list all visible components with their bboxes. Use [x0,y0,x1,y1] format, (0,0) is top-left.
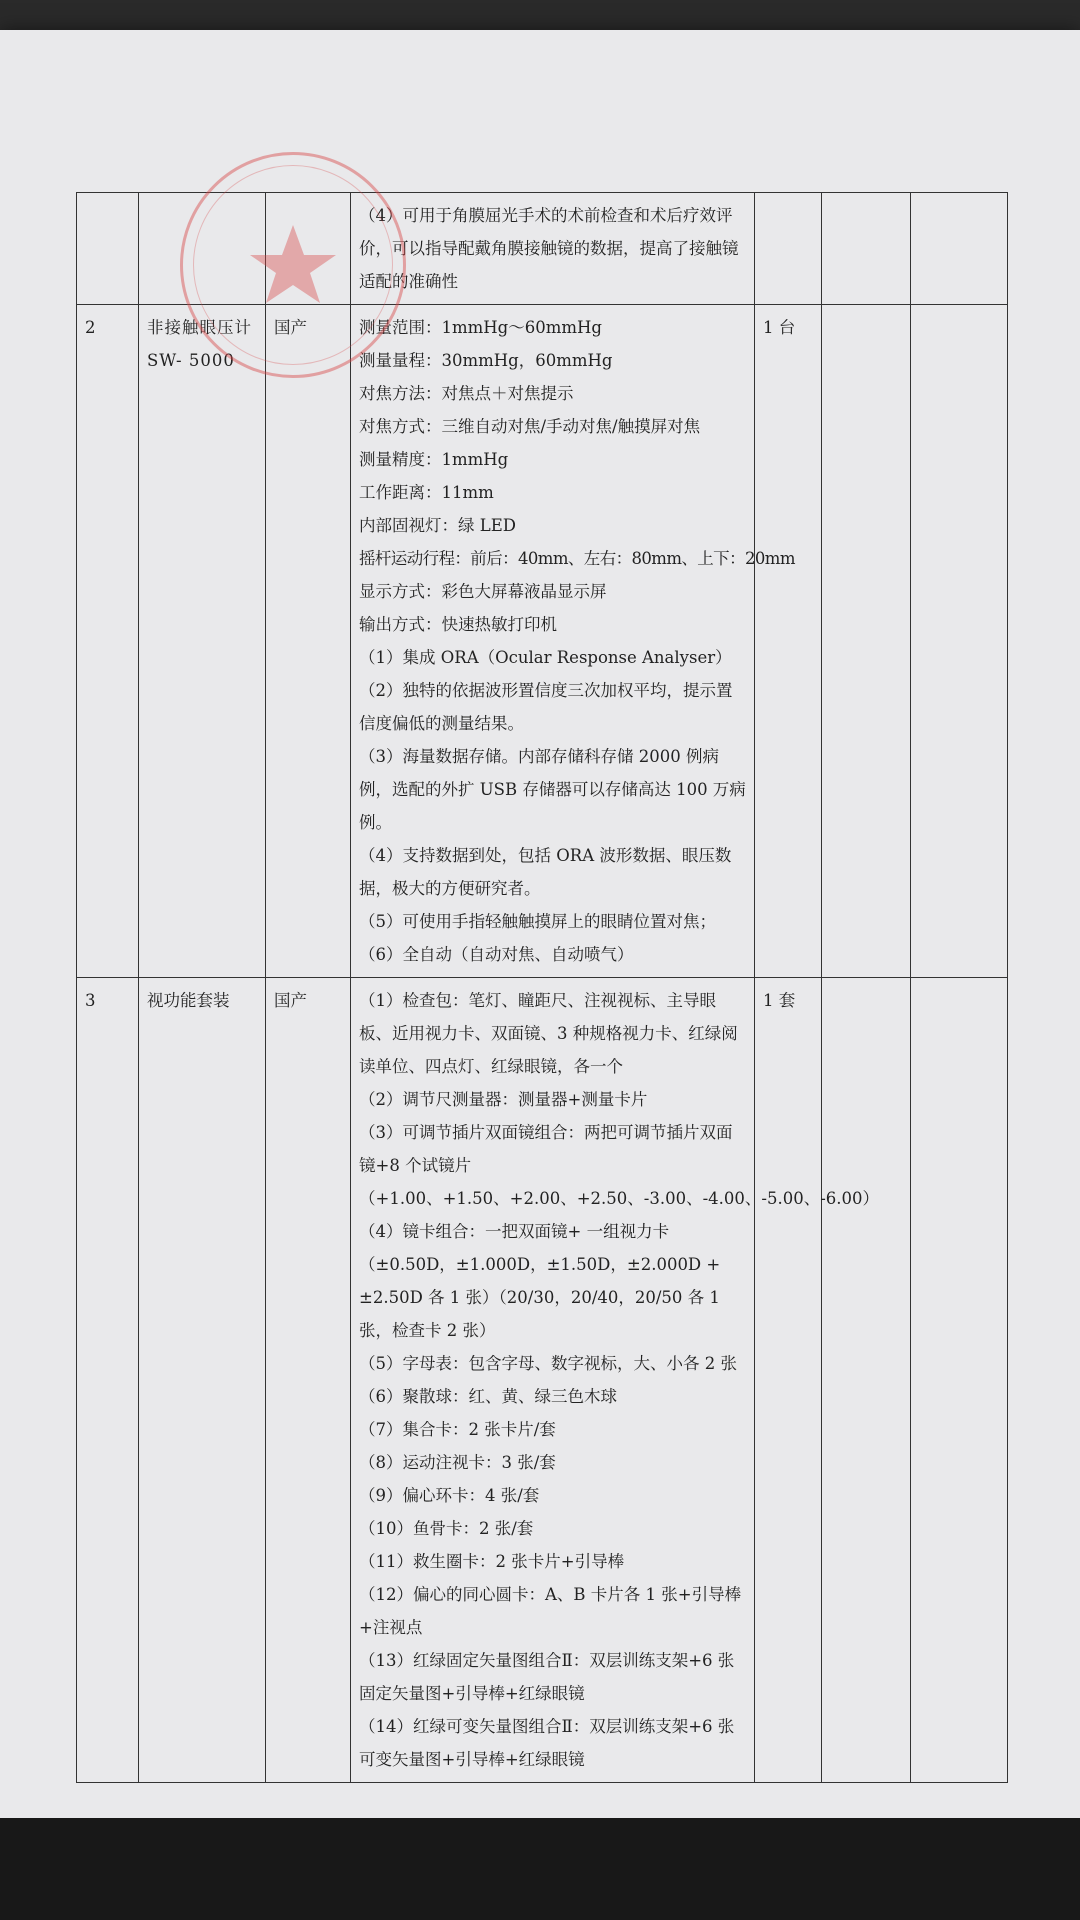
spec-line: 测量精度：1mmHg [359,450,509,469]
spec-line: （13）红绿固定矢量图组合Ⅱ：双层训练支架+6 张固定矢量图+引导棒+红绿眼镜 [359,1651,735,1703]
origin-cell [266,193,351,305]
table-row [77,978,1008,1783]
row-number-cell: 2 [77,305,139,978]
quantity-cell [755,193,822,305]
spec-line: （2）独特的依据波形置信度三次加权平均，提示置信度偏低的测量结果。 [359,681,733,733]
row-number-cell [77,193,139,305]
spec-line: （5）字母表：包含字母、数字视标，大、小各 2 张 [359,1354,737,1373]
origin-cell: 国产 [266,978,351,1783]
empty-cell [822,305,911,978]
spec-line: （3）海量数据存储。内部存储科存储 2000 例病例，选配的外扩 USB 存储器可以存储高达 100 万病例。 [359,747,746,832]
quantity-cell: 1 台 [755,305,822,978]
spec-line: （4）镜卡组合：一把双面镜+ 一组视力卡（±0.50D，±1.000D，±1.50D，±2.000D +±2.50D 各 1 张）（20/30，20/40，20/50 各 1 张，检查卡 2 张） [359,1222,721,1340]
spec-line: （10）鱼骨卡：2 张/套 [359,1519,534,1538]
spec-line: 对焦方式：三维自动对焦/手动对焦/触摸屏对焦 [359,417,701,436]
background-bottom [0,1818,1080,1920]
empty-cell [822,978,911,1783]
equipment-spec-table [76,192,1008,1783]
empty-cell [911,978,1008,1783]
spec-line: （4）可用于角膜屈光手术的术前检查和术后疗效评价，可以指导配戴角膜接触镜的数据，提高了接触镜适配的准确性 [359,206,739,291]
spec-line: （7）集合卡：2 张卡片/套 [359,1420,556,1439]
table-row [77,305,1008,978]
specs-cell [351,193,755,305]
spec-line: 工作距离：11mm [359,483,494,502]
spec-line: （8）运动注视卡：3 张/套 [359,1453,556,1472]
item-name-cell [139,193,266,305]
spec-line: 摇杆运动行程：前后：40mm、左右：80mm、上下：20mm [359,549,795,568]
item-name: 非接触眼压计 SW- 5000 [147,318,252,370]
empty-cell [911,193,1008,305]
spec-line: （11）救生圈卡：2 张卡片+引导棒 [359,1552,625,1571]
item-name-cell [139,305,266,978]
spec-line: （12）偏心的同心圆卡：A、B 卡片各 1 张+引导棒+注视点 [359,1585,742,1637]
spec-line: （6）聚散球：红、黄、绿三色木球 [359,1387,617,1406]
table-row [77,193,1008,305]
spec-line: 测量量程：30mmHg，60mmHg [359,351,613,370]
item-name-cell: 视功能套装 [139,978,266,1783]
spec-line: （4）支持数据到处，包括 ORA 波形数据、眼压数据，极大的方便研究者。 [359,846,732,898]
spec-line: （2）调节尺测量器：测量器+测量卡片 [359,1090,648,1109]
spec-line: （1）集成 ORA（Ocular Response Analyser） [359,648,732,667]
origin-cell: 国产 [266,305,351,978]
spec-line: （14）红绿可变矢量图组合Ⅱ：双层训练支架+6 张可变矢量图+引导棒+红绿眼镜 [359,1717,735,1769]
spec-line: 显示方式：彩色大屏幕液晶显示屏 [359,582,607,601]
spec-line: （3）可调节插片双面镜组合：两把可调节插片双面镜+8 个试镜片（+1.00、+1.50、+2.00、+2.50、-3.00、-4.00、-5.00、-6.00） [359,1123,880,1208]
quantity-cell: 1 套 [755,978,822,1783]
empty-cell [822,193,911,305]
spec-line: （9）偏心环卡：4 张/套 [359,1486,540,1505]
spec-line: （5）可使用手指轻触触摸屏上的眼睛位置对焦； [359,912,716,931]
spec-line: 测量范围：1mmHg～60mmHg [359,318,602,337]
spec-line: 输出方式：快速热敏打印机 [359,615,557,634]
spec-line: （1）检查包：笔灯、瞳距尺、注视视标、主导眼板、近用视力卡、双面镜、3 种规格视力卡、红绿阅读单位、四点灯、红绿眼镜，各一个 [359,991,738,1076]
spec-line: （6）全自动（自动对焦、自动喷气） [359,945,634,964]
empty-cell [911,305,1008,978]
spec-line: 对焦方法：对焦点＋对焦提示 [359,384,574,403]
row-number-cell: 3 [77,978,139,1783]
spec-line: 内部固视灯：绿 LED [359,516,516,535]
